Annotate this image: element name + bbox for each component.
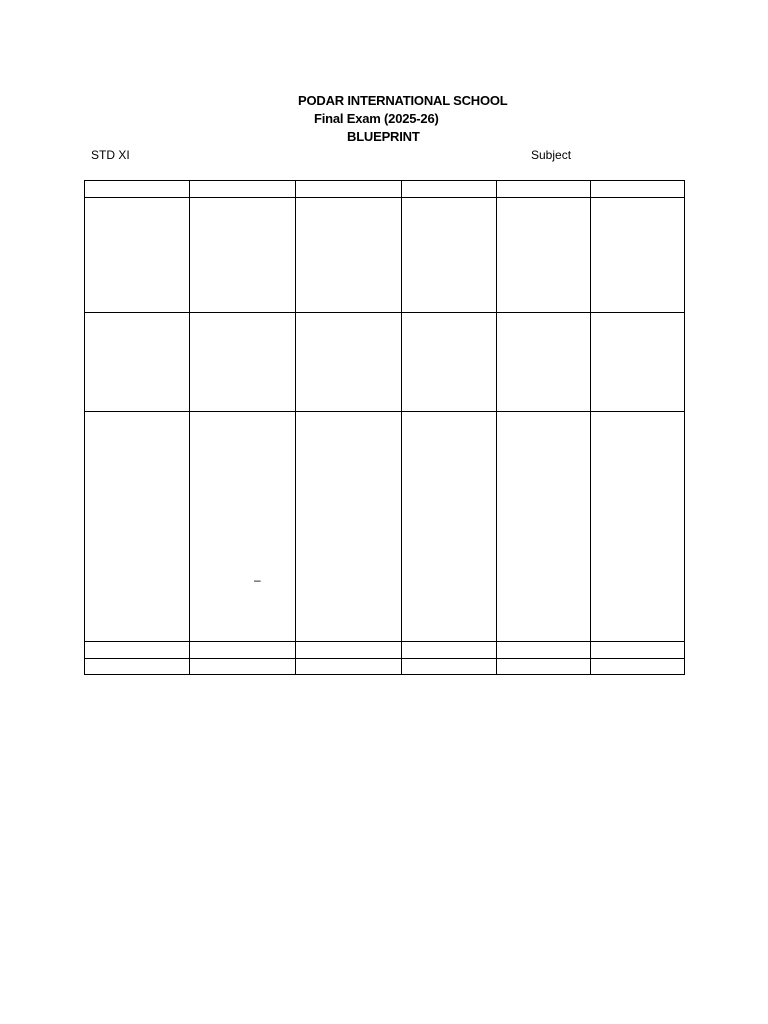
exam-title: Final Exam (2025-26) (314, 111, 439, 126)
table-column-divider (590, 180, 591, 675)
table-column-divider (189, 180, 190, 675)
subject-label: Subject (531, 148, 572, 162)
stray-dash-mark: – (254, 573, 261, 587)
table-row-divider (84, 411, 685, 412)
table-border-top (84, 180, 685, 181)
table-column-divider (295, 180, 296, 675)
table-row-divider (84, 658, 685, 659)
table-row-divider (84, 197, 685, 198)
table-column-divider (401, 180, 402, 675)
table-row-divider (84, 312, 685, 313)
document-type: BLUEPRINT (347, 129, 420, 144)
table-column-divider (496, 180, 497, 675)
table-row-divider (84, 641, 685, 642)
school-name: PODAR INTERNATIONAL SCHOOL (298, 93, 508, 108)
table-border-right (684, 180, 685, 675)
standard-label: STD XI (91, 148, 130, 162)
table-border-left (84, 180, 85, 675)
table-border-bottom (84, 674, 685, 675)
blueprint-table (84, 180, 685, 675)
